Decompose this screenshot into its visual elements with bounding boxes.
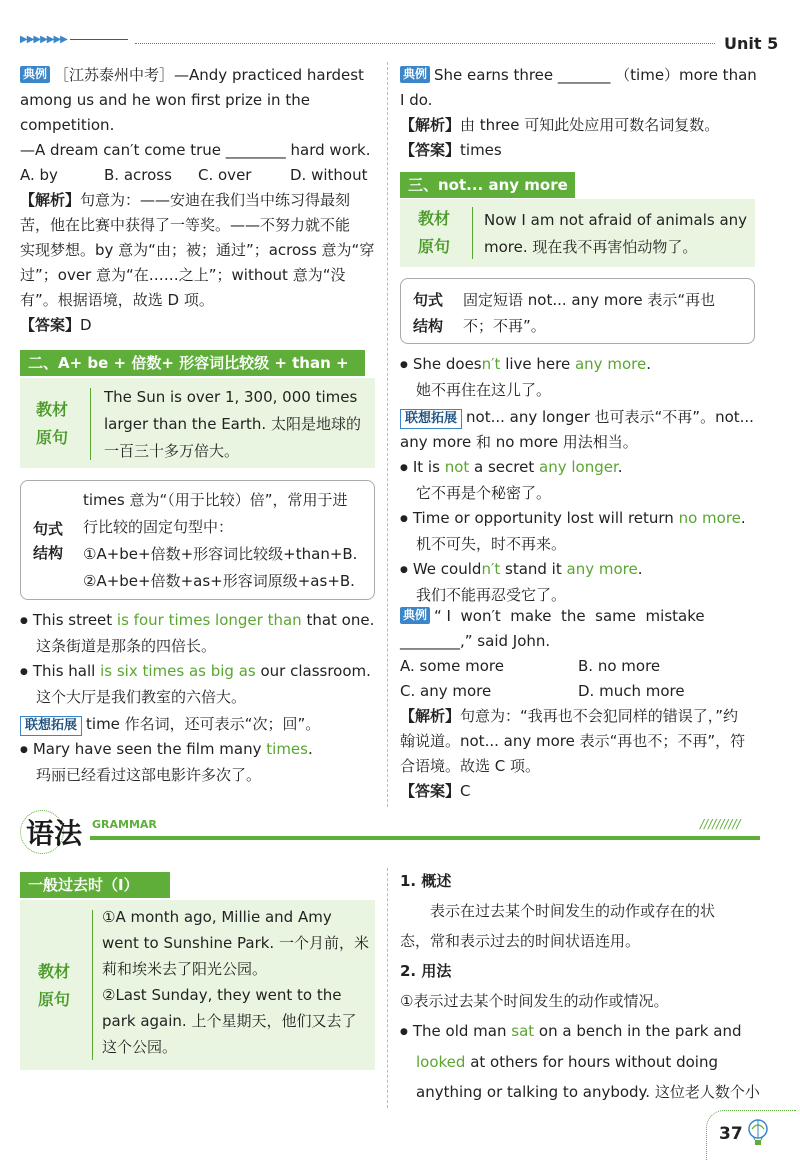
section-3-examples: ● She doesn′t live here any more. 她不再住在这儿了。 联想拓展 not... any longer 也可表示“不再”。not... any more 和 no more 用法相当。 ● It is not a secret any longer. 它不再是个秘密了。 ● Time or opportunity lost will return no more. 机不可失，时不再来。 ● We couldn′t stand it any more. 我们不能再忍受它了。 (400, 352, 760, 608)
grammar-slashes: ////////// (700, 817, 741, 831)
grammar-column-divider (387, 868, 388, 1108)
right-example-3: 典例 “ I won′t make the same mistake ________,” said John. A. some more B. no more C. any more D. much more 【解析】句意为：“我再也不会犯同样的错误了，”约 翰说道。not... any more 表示“再也不；不再”，符 合语境。故选 C 项。 【答案】C (400, 604, 760, 804)
options-row: A. by B. across C. over D. without (20, 166, 368, 184)
grammar-original: 教材 原句 ①A month ago, Millie and Amy went to Sunshine Park. 一个月前，米 莉和埃米去了阳光公园。 ②Last Sunday, they went to the park again. 上个星期天，他们又去了 这个公园。 (20, 900, 375, 1070)
section-2-examples: ● This street is four times longer than that one. 这条街道是那条的四倍长。 ● This hall is six times as big as our classroom. 这个大厅是我们教室的六倍大。 联想拓展 time 作名词，还可表示“次；回”。 ● Mary have seen the film many times. 玛丽已经看过这部电影许多次了。 (20, 608, 378, 788)
section-3-title: 三、not... any more (400, 172, 575, 198)
example-label: 典例 (20, 66, 50, 83)
right-example-2: 典例 She earns three _______ （time）more than I do. 【解析】由 three 可知此处应用可数名词复数。 【答案】times (400, 66, 757, 159)
grammar-right: 1. 概述 表示在过去某个时间发生的动作或存在的状 态，常和表示过去的时间状语连用。 2. 用法 ①表示过去某个时间发生的动作或情况。 ● The old man sat on a bench in the park and looked at others for hours without doing anything or talking to anybody. 这位老人数个小 (400, 866, 760, 1107)
grammar-rule (90, 836, 760, 840)
grammar-banner (20, 810, 760, 856)
page-number: 37 (719, 1124, 743, 1144)
header-line-left (70, 39, 128, 40)
grammar-subtitle: GRAMMAR (92, 818, 157, 831)
section-3-structure: 句式 结构 固定短语 not... any more 表示“再也 不；不再”。 (400, 278, 755, 344)
header-line-main (135, 43, 715, 44)
options-row-2: C. any more D. much more (400, 682, 685, 700)
grammar-title: 语法 (26, 817, 83, 850)
arrow-icon (472, 207, 473, 259)
association-label: 联想拓展 (400, 409, 462, 429)
association-label: 联想拓展 (20, 716, 82, 736)
arrow-icon (92, 910, 93, 1060)
column-divider (387, 62, 388, 807)
section-2-title: 二、A+ be + 倍数+ 形容词比较级 + than + (20, 350, 365, 376)
header-arrows: ▶▶▶▶▶▶▶ (20, 34, 67, 45)
section-3-original: 教材 原句 Now I am not afraid of animals any more. 现在我不再害怕动物了。 (400, 199, 755, 267)
grammar-section-1-title: 一般过去时（Ⅰ） (20, 872, 170, 898)
unit-title: Unit 5 (724, 34, 779, 53)
section-2-original: 教材 原句 The Sun is over 1, 300, 000 times larger than the Earth. 太阳是地球的 一百三十多万倍大。 (20, 378, 375, 468)
arrow-icon (90, 388, 91, 460)
page-number-box (706, 1110, 796, 1160)
example-label: 典例 (400, 66, 430, 83)
example-label: 典例 (400, 607, 430, 624)
options-row-1: A. some more B. no more (400, 657, 661, 675)
left-example-1: 典例 ［江苏泰州中考］—Andy practiced hardest among us and he won first prize in the competition. —A dream can′t come true ________ hard work. A. by B. across C. over D. without 【解析】句意为：——安迪在我们当中练习得最刻 苦，他在比赛中获得了一等奖。——不努力就不能 实现梦想。by 意为“由；被；通过”；across 意为“穿 过”；over 意为“在……之上”；without 意为“没 有”。根据语境，故选 D 项。 【答案】D (20, 63, 378, 338)
section-2-structure: 句式 结构 times 意为“（用于比较）倍”，常用于进 行比较的固定句型中： ①A+be+倍数+形容词比较级+than+B. ②A+be+倍数+as+形容词原级+as+B. (20, 480, 375, 600)
balloon-icon (747, 1119, 769, 1155)
